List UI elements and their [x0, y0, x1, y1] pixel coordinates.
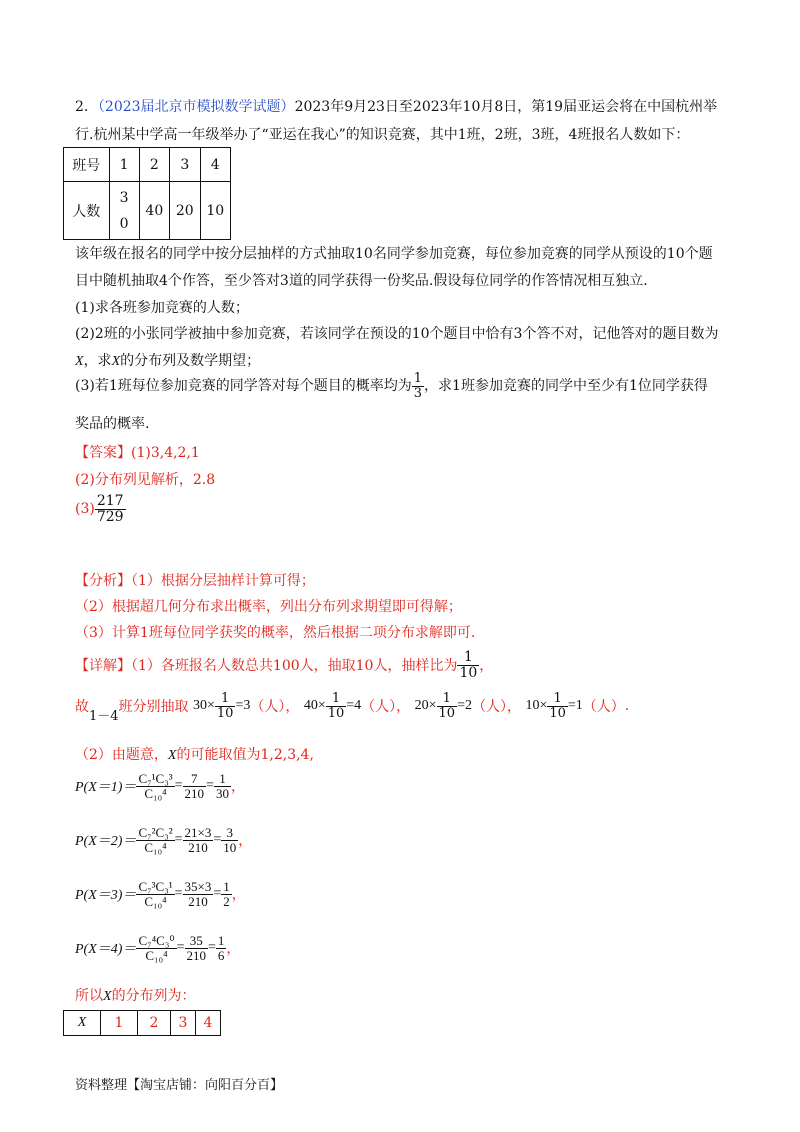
table-header-count: 人数	[64, 182, 110, 240]
detail-line-3: （2）由题意，X的可能取值为1,2,3,4,	[75, 747, 314, 763]
answer-line-1: 【答案】(1)3,4,2,1	[75, 445, 200, 461]
table-cell: 1	[109, 148, 139, 182]
footer: 资料整理【淘宝店铺：向阳百分百】	[75, 1078, 284, 1093]
table-cell: 40	[139, 182, 169, 240]
prob-x2: P(X＝2)＝ $\frac{\text{C₇²C₃²}}{\text{C₁₀⁴}}$ = $\frac{21\times 3}{210}$ = $\frac{3}{10}$ ，	[75, 825, 253, 855]
table-cell: 20	[170, 182, 200, 240]
analysis-line-2: （2）根据超几何分布求出概率，列出分布列求期望即可得解；	[75, 599, 462, 615]
analysis-line-1: 【分析】（1）根据分层抽样计算可得；	[75, 573, 315, 589]
dist-cell: 3	[171, 1011, 196, 1036]
table-cell: 3	[170, 148, 200, 182]
table-header-class: 班号	[64, 148, 110, 182]
detail-line-2: 故1－4班分别抽取 30× $\frac{1}{10}$ =3（人）， 40× $\frac{1}{10}$ =4（人）， 20× $\frac{1}{10}$ =2（人）， 10× $\frac{1}{10}$ =1（人）.	[75, 691, 630, 725]
problem-line-1	[75, 96, 717, 116]
table-cell: 3 0	[109, 182, 139, 240]
problem-number: 2．	[75, 99, 98, 115]
problem-intro-2: 行.杭州某中学高一年级举办了“亚运在我心”的知识竞赛，其中1班，2班，3班，4班报名人数如下：	[75, 127, 690, 143]
problem-intro-1: 2023年9月23日至2023年10月8日，第19届亚运会将在中国杭州举	[294, 99, 718, 115]
dist-cell: 4	[196, 1011, 221, 1036]
distribution-table	[63, 1010, 221, 1036]
detail-line-1: 【详解】（1）各班报名人数总共100人，抽取10人，抽样比为 $\frac{1}{10}$ ，	[75, 649, 494, 681]
prob-x3: P(X＝3)＝ $\frac{\text{C₇³C₃¹}}{\text{C₁₀⁴}}$ = $\frac{35\times 3}{210}$ = $\frac{1}{2}$ ，	[75, 879, 246, 909]
answer-line-3: (3) $\frac{217}{729}$	[75, 493, 124, 525]
prob-x4: P(X＝4)＝ $\frac{\text{C₇⁴C₃⁰}}{\text{C₁₀⁴}}$ = $\frac{35}{210}$ = $\frac{1}{6}$ ，	[75, 933, 241, 963]
question-1: (1)求各班参加竞赛的人数；	[75, 300, 249, 316]
table-cell: 2	[139, 148, 169, 182]
table-cell: 10	[200, 182, 230, 240]
dist-cell: 2	[138, 1011, 171, 1036]
question-2-line-1: (2)2班的小张同学被抽中参加竞赛，若该同学在预设的10个题目中恰有3个答不对，记他答对的题目数为	[75, 326, 719, 342]
dist-header: X	[64, 1011, 101, 1036]
question-3-line-1: (3)若1班每位参加竞赛的同学答对每个题目的概率均为 $\frac{1}{3}$ ，求1班参加竞赛的同学中至少有1位同学获得	[75, 371, 708, 401]
class-table	[63, 147, 231, 240]
body-line-2: 目中随机抽取4个作答，至少答对3道的同学获得一份奖品.假设每位同学的作答情况相互独立.	[75, 273, 648, 289]
table-cell: 4	[200, 148, 230, 182]
question-2-line-2: X，求X的分布列及数学期望；	[75, 353, 261, 369]
analysis-label: 【分析】	[75, 573, 131, 589]
answer-label: 【答案】	[75, 445, 131, 461]
body-line-1: 该年级在报名的同学中按分层抽样的方式抽取10名同学参加竞赛，每位参加竞赛的同学从预设的10个题	[75, 246, 713, 262]
distribution-intro: 所以X的分布列为：	[75, 988, 196, 1004]
detail-label: 【详解】	[75, 658, 131, 675]
analysis-line-3: （3）计算1班每位同学获奖的概率，然后根据二项分布求解即可.	[75, 625, 476, 641]
prob-x1: P(X＝1)＝ $\frac{\text{C₇¹C₃³}}{\text{C₁₀⁴}}$ = $\frac{7}{210}$ = $\frac{1}{30}$ ，	[75, 771, 245, 801]
problem-source: （2023届北京市模拟数学试题）	[97, 99, 295, 115]
dist-cell: 1	[101, 1011, 138, 1036]
question-3-line-2: 奖品的概率.	[75, 416, 150, 432]
answer-line-2: (2)分布列见解析，2.8	[75, 472, 216, 488]
